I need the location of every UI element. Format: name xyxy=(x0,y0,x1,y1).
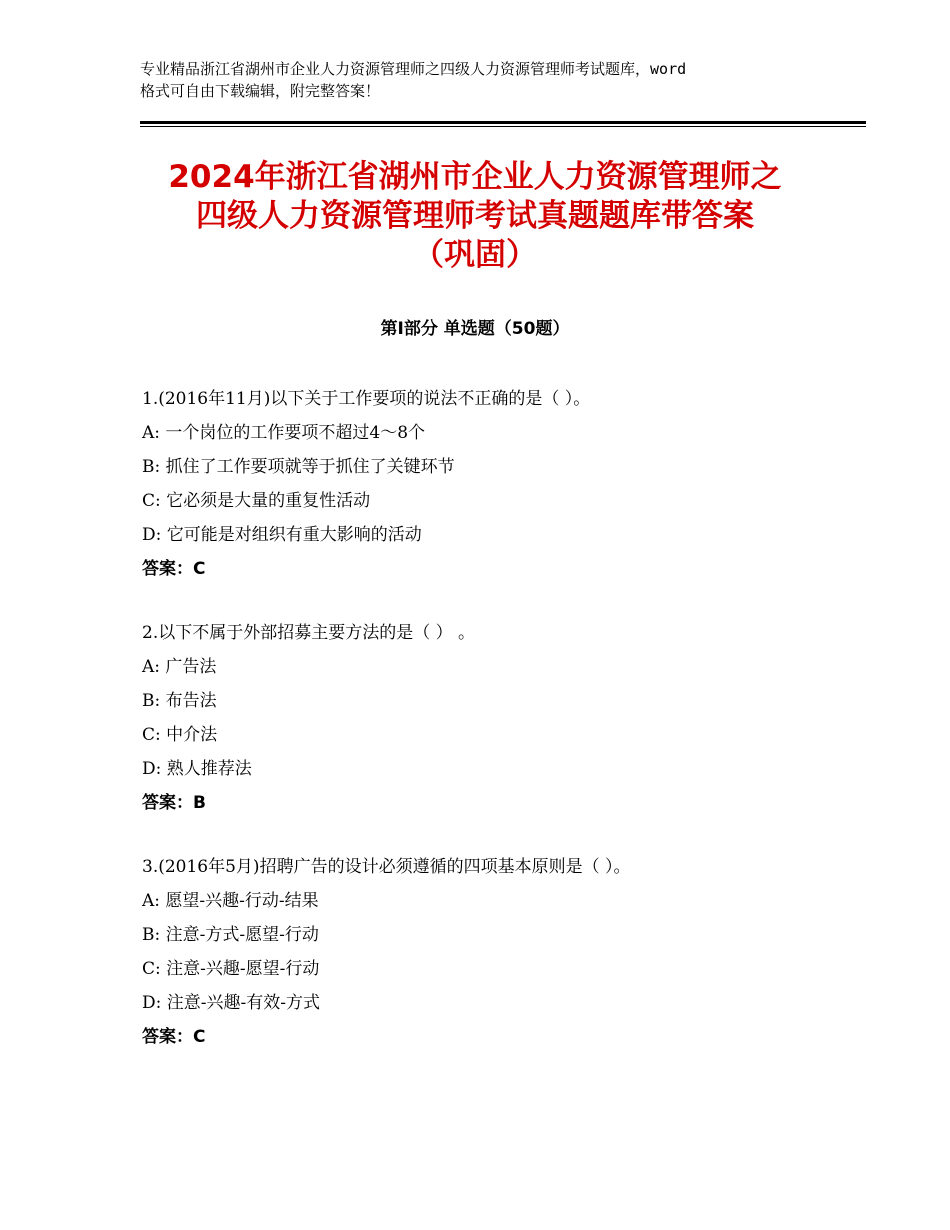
answer: 答案：B xyxy=(142,793,206,813)
header-note-line: 格式可自由下载编辑，附完整答案！ xyxy=(140,82,381,100)
question-item xyxy=(142,616,862,820)
question-stem: 1.(2016年11月)以下关于工作要项的说法不正确的是（ ）。 xyxy=(142,389,591,409)
question-list xyxy=(142,382,862,1084)
section-heading: 第Ⅰ部分 单选题（50题） xyxy=(380,319,570,339)
question-item xyxy=(142,850,862,1054)
option-d: D: 熟人推荐法 xyxy=(142,759,252,779)
option-c: C: 它必须是大量的重复性活动 xyxy=(142,491,371,511)
header-note-line: 专业精品浙江省湖州市企业人力资源管理师之四级人力资源管理师考试题库，word xyxy=(140,60,687,78)
option-d: D: 它可能是对组织有重大影响的活动 xyxy=(142,525,422,545)
title-line: （巩固） xyxy=(413,237,537,273)
answer: 答案：C xyxy=(142,1027,206,1047)
option-b: B: 布告法 xyxy=(142,691,217,711)
answer: 答案：C xyxy=(142,559,206,579)
option-a: A: 广告法 xyxy=(142,657,217,677)
title-line: 2024年浙江省湖州市企业人力资源管理师之 xyxy=(168,159,782,195)
question-item xyxy=(142,382,862,586)
header-note xyxy=(140,58,830,102)
option-b: B: 抓住了工作要项就等于抓住了关键环节 xyxy=(142,457,455,477)
option-a: A: 一个岗位的工作要项不超过4～8个 xyxy=(142,423,426,443)
option-d: D: 注意-兴趣-有效-方式 xyxy=(142,993,320,1013)
question-stem: 2.以下不属于外部招募主要方法的是（ ） 。 xyxy=(142,623,476,643)
header-divider xyxy=(140,121,866,124)
title-line: 四级人力资源管理师考试真题题库带答案 xyxy=(196,198,754,234)
option-a: A: 愿望-兴趣-行动-结果 xyxy=(142,891,319,911)
header-divider-thin xyxy=(140,126,866,127)
option-c: C: 注意-兴趣-愿望-行动 xyxy=(142,959,320,979)
document-title xyxy=(110,158,840,275)
option-c: C: 中介法 xyxy=(142,725,218,745)
question-stem: 3.(2016年5月)招聘广告的设计必须遵循的四项基本原则是（ ）。 xyxy=(142,857,631,877)
option-b: B: 注意-方式-愿望-行动 xyxy=(142,925,319,945)
